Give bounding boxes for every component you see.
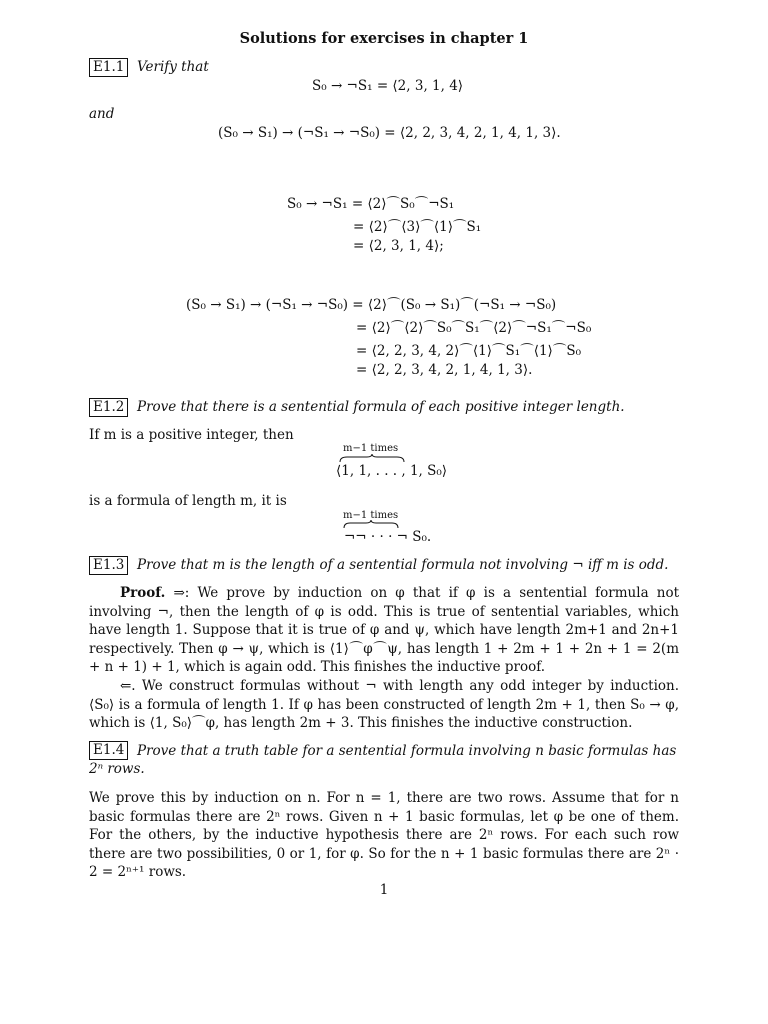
proof-paragraph-1-text: ⇒: We prove by induction on φ that if φ is a sentential formula not involving ¬, then the length of φ is odd. This is true of sentential variables, which have length 1. Suppose that it is true of φ and ψ, which have length 2m+1 and 2n+1 respectively. Then φ → ψ, which is ⟨1⟩⌒φ⌒ψ, has length 1 + 2m + 1 + 2n + 1 = 2(m + n + 1) + 1, which is again odd. This finishes the inductive proof. [89, 585, 679, 676]
exercise-prompt-e1-3: Prove that m is the length of a sentential formula not involving ¬ iff m is odd. [137, 557, 669, 573]
proof-paragraph-2: ⇐. We construct formulas without ¬ with length any odd integer by induction. ⟨S₀⟩ is a formula of length 1. If φ has been constructed of length 2m + 1, then S₀ → φ, which is ⟨1, S₀⟩⌒φ, has length 2m + 3. This finishes the inductive construction. [89, 678, 679, 732]
exercise-prompt-e1-2: Prove that there is a sentential formula of each positive integer length. [137, 399, 625, 415]
equation-e1-1-a: S₀ → ¬S₁ = ⟨2, 3, 1, 4⟩ [312, 78, 464, 94]
formula-ones: ⟨1, 1, . . . , 1, S₀⟩ [336, 463, 448, 479]
derivation-2-line-2: = ⟨2⟩⌒⟨2⟩⌒S₀⌒S₁⌒⟨2⟩⌒¬S₁⌒¬S₀ [356, 320, 592, 336]
proof-paragraph-1 [89, 584, 679, 677]
exercise-prompt-e1-4: Prove that a truth table for a sentential formula involving n basic formulas has 2ⁿ rows. [89, 743, 677, 777]
derivation-1-line-1: S₀ → ¬S₁ = ⟨2⟩⌒S₀⌒¬S₁ [287, 196, 455, 212]
brace-label-1: m−1 times [343, 443, 399, 454]
page-number: 1 [379, 882, 389, 898]
overbrace-1 [339, 454, 405, 463]
derivation-1-line-2: = ⟨2⟩⌒⟨3⟩⌒⟨1⟩⌒S₁ [353, 219, 482, 235]
formula-negations: ¬¬ · · · ¬ S₀. [344, 529, 432, 545]
exercise-label-e1-2: E1.2 [89, 398, 128, 417]
exercise-label-e1-3: E1.3 [89, 556, 128, 575]
exercise-label-e1-1: E1.1 [89, 58, 128, 77]
derivation-2-line-3: = ⟨2, 2, 3, 4, 2⟩⌒⟨1⟩⌒S₁⌒⟨1⟩⌒S₀ [356, 343, 581, 359]
exercise-label-e1-4: E1.4 [89, 741, 128, 760]
e1-2-line-2: is a formula of length m, it is [89, 493, 287, 509]
overbrace-2 [343, 520, 399, 529]
exercise-prompt-e1-1: Verify that [137, 59, 209, 75]
derivation-1-line-3: = ⟨2, 3, 1, 4⟩; [353, 238, 444, 254]
proof-label: Proof. [120, 585, 166, 601]
derivation-2-line-4: = ⟨2, 2, 3, 4, 2, 1, 4, 1, 3⟩. [356, 362, 533, 378]
e1-4-paragraph: We prove this by induction on n. For n = 1, there are two rows. Assume that for n basic formulas there are 2ⁿ rows. Given n + 1 basic formulas, let φ be one of them. For the others, by the inductive hypothesis there are 2ⁿ rows. For each such row there are two possibilities, 0 or 1, for φ. So for the n + 1 basic formulas there are 2ⁿ · 2 = 2ⁿ⁺¹ rows. [89, 790, 679, 881]
brace-label-2: m−1 times [343, 510, 399, 521]
e1-2-line-1: If m is a positive integer, then [89, 427, 294, 443]
page-title: Solutions for exercises in chapter 1 [239, 30, 529, 47]
derivation-2-line-1: (S₀ → S₁) → (¬S₁ → ¬S₀) = ⟨2⟩⌒(S₀ → S₁)⌒(¬S₁ → ¬S₀) [186, 297, 557, 313]
connective-and: and [89, 106, 115, 122]
equation-e1-1-b: (S₀ → S₁) → (¬S₁ → ¬S₀) = ⟨2, 2, 3, 4, 2, 1, 4, 1, 3⟩. [218, 125, 561, 141]
